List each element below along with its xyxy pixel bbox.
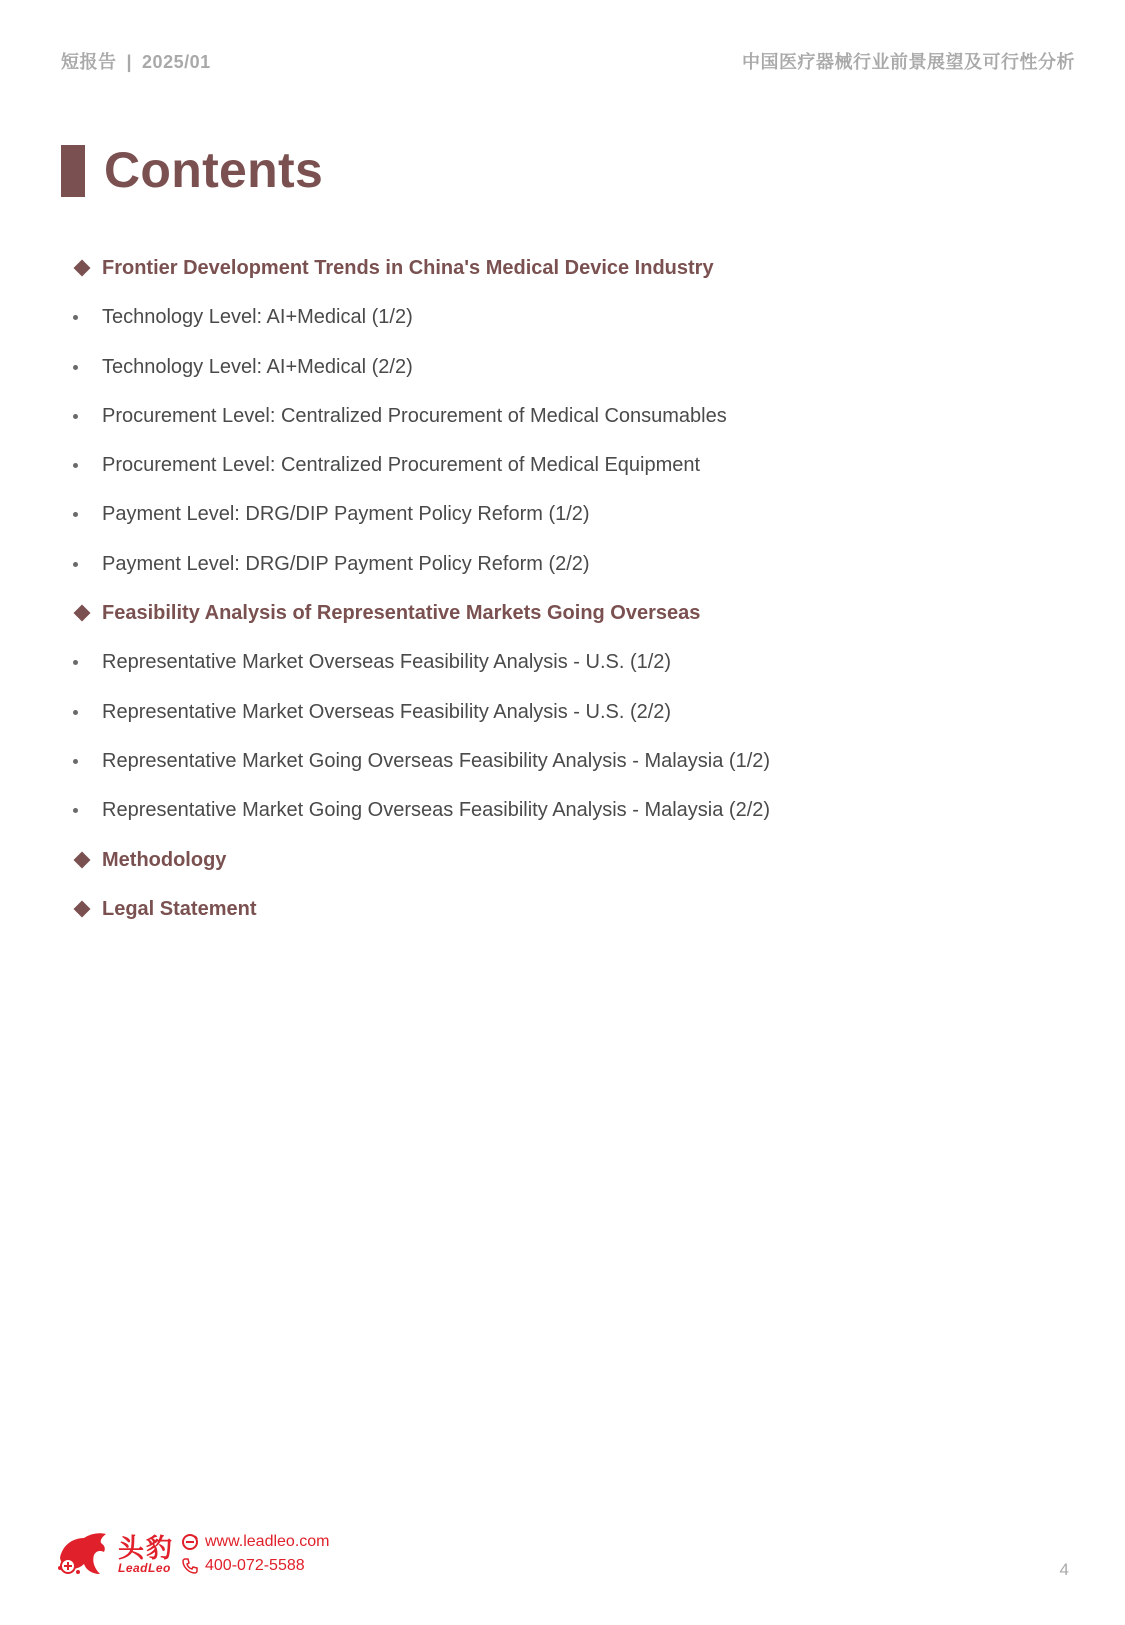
toc-item-label: Procurement Level: Centralized Procurement of Medical Equipment	[102, 454, 701, 477]
toc-sub-item[interactable]	[72, 452, 770, 501]
header-report-info	[61, 48, 211, 74]
report-type: 短报告	[61, 52, 117, 72]
website-link[interactable]: www.leadleo.com	[205, 1533, 330, 1550]
toc-item-label: Payment Level: DRG/DIP Payment Policy Reform (1/2)	[102, 503, 590, 526]
toc-sub-item[interactable]	[72, 649, 770, 698]
contact-info	[181, 1530, 330, 1578]
report-date: 2025/01	[142, 52, 211, 72]
toc-item-label: Frontier Development Trends in China's Medical Device Industry	[102, 257, 714, 279]
toc-sub-item[interactable]	[72, 354, 770, 403]
toc-item-label: Technology Level: AI+Medical (2/2)	[102, 355, 413, 378]
report-title: 中国医疗器械行业前景展望及可行性分析	[742, 52, 1075, 72]
toc-section-item[interactable]	[72, 255, 770, 304]
brand-name-en: LeadLeo	[118, 1561, 171, 1575]
toc-section-item[interactable]	[72, 847, 770, 896]
toc-sub-item[interactable]	[72, 551, 770, 600]
toc-item-label: Procurement Level: Centralized Procurement of Medical Consumables	[102, 404, 727, 427]
website-row[interactable]	[181, 1530, 330, 1554]
title-accent-bar	[61, 145, 85, 197]
toc-item-label: Methodology	[102, 848, 227, 871]
toc-item-label: Legal Statement	[102, 897, 257, 920]
phone-row[interactable]	[181, 1554, 330, 1578]
header-separator: |	[126, 52, 133, 72]
toc-sub-item[interactable]	[72, 699, 770, 748]
toc-sub-item[interactable]	[72, 304, 770, 353]
toc-item-label: Representative Market Going Overseas Feasibility Analysis - Malaysia (2/2)	[102, 799, 771, 822]
page-title: Contents	[104, 142, 324, 198]
toc-sub-item[interactable]	[72, 501, 770, 550]
leopard-logo-icon	[56, 1528, 110, 1578]
browser-e-icon	[181, 1533, 199, 1551]
footer-brand	[56, 1528, 356, 1588]
toc-item-label: Representative Market Going Overseas Feasibility Analysis - Malaysia (1/2)	[102, 749, 771, 772]
toc-sub-item[interactable]	[72, 748, 770, 797]
toc-item-label: Feasibility Analysis of Representative Markets Going Overseas	[102, 602, 701, 625]
toc-item-label: Payment Level: DRG/DIP Payment Policy Reform (2/2)	[102, 552, 590, 575]
toc-sub-item[interactable]	[72, 403, 770, 452]
brand-name-cn: 头豹	[118, 1534, 175, 1564]
toc-item-label: Representative Market Overseas Feasibility Analysis - U.S. (1/2)	[102, 651, 672, 674]
page-number: 4	[1059, 1560, 1069, 1579]
toc-section-item[interactable]	[72, 600, 770, 649]
toc-section-item[interactable]	[72, 896, 770, 945]
table-of-contents	[72, 255, 770, 945]
toc-item-label: Representative Market Overseas Feasibility Analysis - U.S. (2/2)	[102, 700, 672, 723]
toc-sub-item[interactable]	[72, 797, 770, 846]
toc-item-label: Technology Level: AI+Medical (1/2)	[102, 306, 413, 329]
phone-icon	[181, 1557, 199, 1575]
phone-number[interactable]: 400-072-5588	[205, 1557, 305, 1574]
